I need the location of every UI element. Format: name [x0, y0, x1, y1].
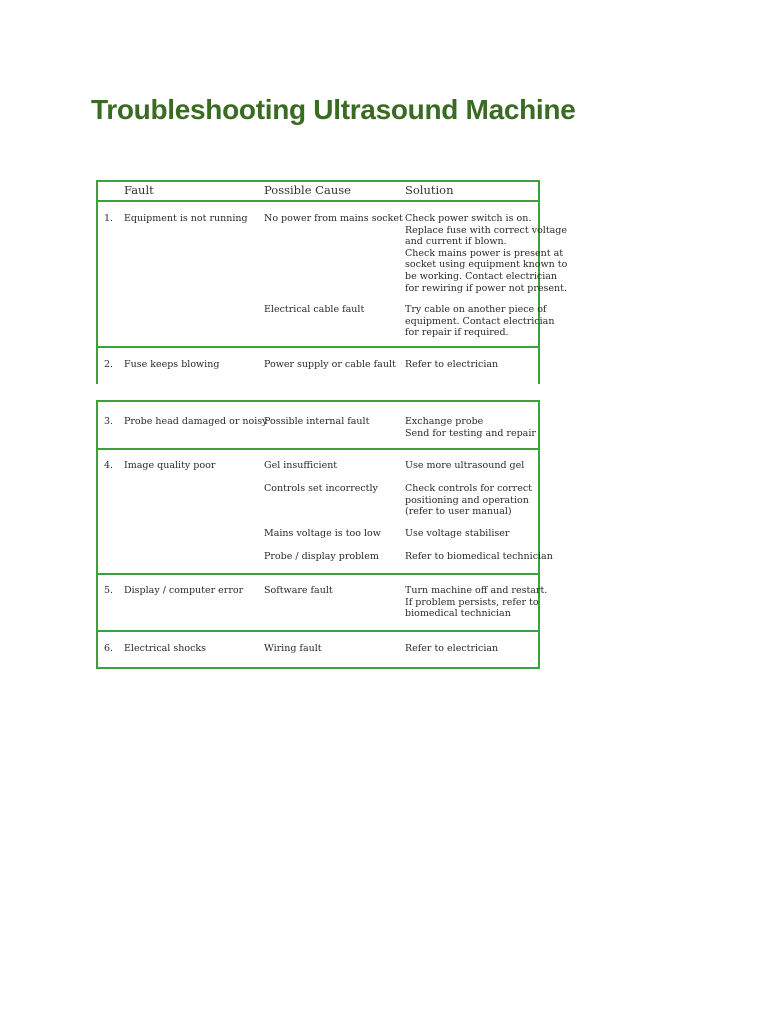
solution-text: [405, 213, 567, 294]
solution-text: [405, 528, 509, 540]
solution-line: Check controls for correct: [405, 483, 532, 494]
solution-line: equipment. Contact electrician: [405, 315, 555, 327]
solution-line: be working. Contact electrician: [405, 270, 558, 282]
fault-text: Display / computer error: [124, 585, 244, 596]
solution-line: Send for testing and repair: [405, 427, 536, 439]
solution-line: biomedical technician: [405, 608, 511, 620]
fault-text: Fuse keeps blowing: [124, 359, 220, 370]
table-row: [98, 450, 553, 575]
cause-text: Controls set incorrectly: [264, 483, 378, 494]
fault-text: Probe head damaged or noisy: [124, 416, 268, 427]
solution-line: and current if blown.: [405, 236, 507, 248]
table-row: [98, 400, 538, 450]
page-title: Troubleshooting Ultrasound Machine: [91, 94, 576, 125]
cause-text: Wiring fault: [264, 643, 322, 654]
solution-text: [405, 483, 532, 518]
solution-line: Exchange probe: [405, 416, 484, 427]
solution-line: Use voltage stabiliser: [405, 528, 510, 539]
solution-line: for rewiring if power not present.: [405, 282, 567, 294]
cause-text: Power supply or cable fault: [264, 359, 396, 370]
fault-text: Equipment is not running: [124, 213, 248, 224]
row-number: 4.: [104, 460, 114, 471]
row-number: 1.: [104, 213, 114, 224]
solution-text: [405, 460, 524, 472]
header-solution: Solution: [405, 183, 454, 197]
header-fault: Fault: [124, 183, 154, 197]
row-number: 6.: [104, 643, 114, 654]
solution-line: Check mains power is present at: [405, 247, 564, 259]
solution-text: [405, 359, 498, 371]
solution-line: (refer to user manual): [405, 506, 512, 518]
solution-line: Turn machine off and restart.: [405, 585, 548, 596]
troubleshooting-table-part-2: [96, 400, 553, 669]
fault-text: Electrical shocks: [124, 643, 207, 654]
row-number: 2.: [104, 359, 114, 370]
solution-text: [405, 304, 554, 339]
cause-text: Possible internal fault: [264, 416, 370, 427]
cause-text: Probe / display problem: [264, 551, 379, 562]
solution-text: [405, 416, 536, 439]
row-number: 5.: [104, 585, 114, 596]
row-number: 3.: [104, 416, 114, 427]
solution-line: Try cable on another piece of: [405, 304, 547, 315]
solution-line: Refer to electrician: [405, 643, 499, 654]
solution-line: Check power switch is on.: [405, 213, 532, 224]
table-row: [98, 575, 548, 632]
solution-text: [405, 643, 498, 655]
solution-line: Use more ultrasound gel: [405, 460, 525, 471]
solution-line: socket using equipment known to: [405, 259, 568, 271]
cause-text: No power from mains socket: [264, 213, 403, 224]
table-row: [98, 632, 538, 669]
table-row: [98, 202, 568, 348]
cause-text: Electrical cable fault: [264, 304, 365, 315]
solution-line: Replace fuse with correct voltage: [405, 224, 568, 236]
solution-line: If problem persists, refer to: [405, 596, 539, 608]
cause-text: Mains voltage is too low: [264, 528, 381, 539]
table-header-row: [98, 182, 538, 202]
troubleshooting-table-part-1: [96, 180, 568, 384]
solution-line: Refer to electrician: [405, 359, 499, 370]
header-possible-cause: Possible Cause: [264, 183, 351, 197]
solution-line: for repair if required.: [405, 327, 509, 339]
solution-line: Refer to biomedical technician: [405, 551, 553, 562]
solution-line: positioning and operation: [405, 494, 529, 506]
fault-text: Image quality poor: [124, 460, 216, 471]
solution-text: [405, 551, 553, 563]
table-row: [98, 348, 538, 384]
cause-text: Gel insufficient: [264, 460, 338, 471]
cause-text: Software fault: [264, 585, 333, 596]
solution-text: [405, 585, 547, 620]
